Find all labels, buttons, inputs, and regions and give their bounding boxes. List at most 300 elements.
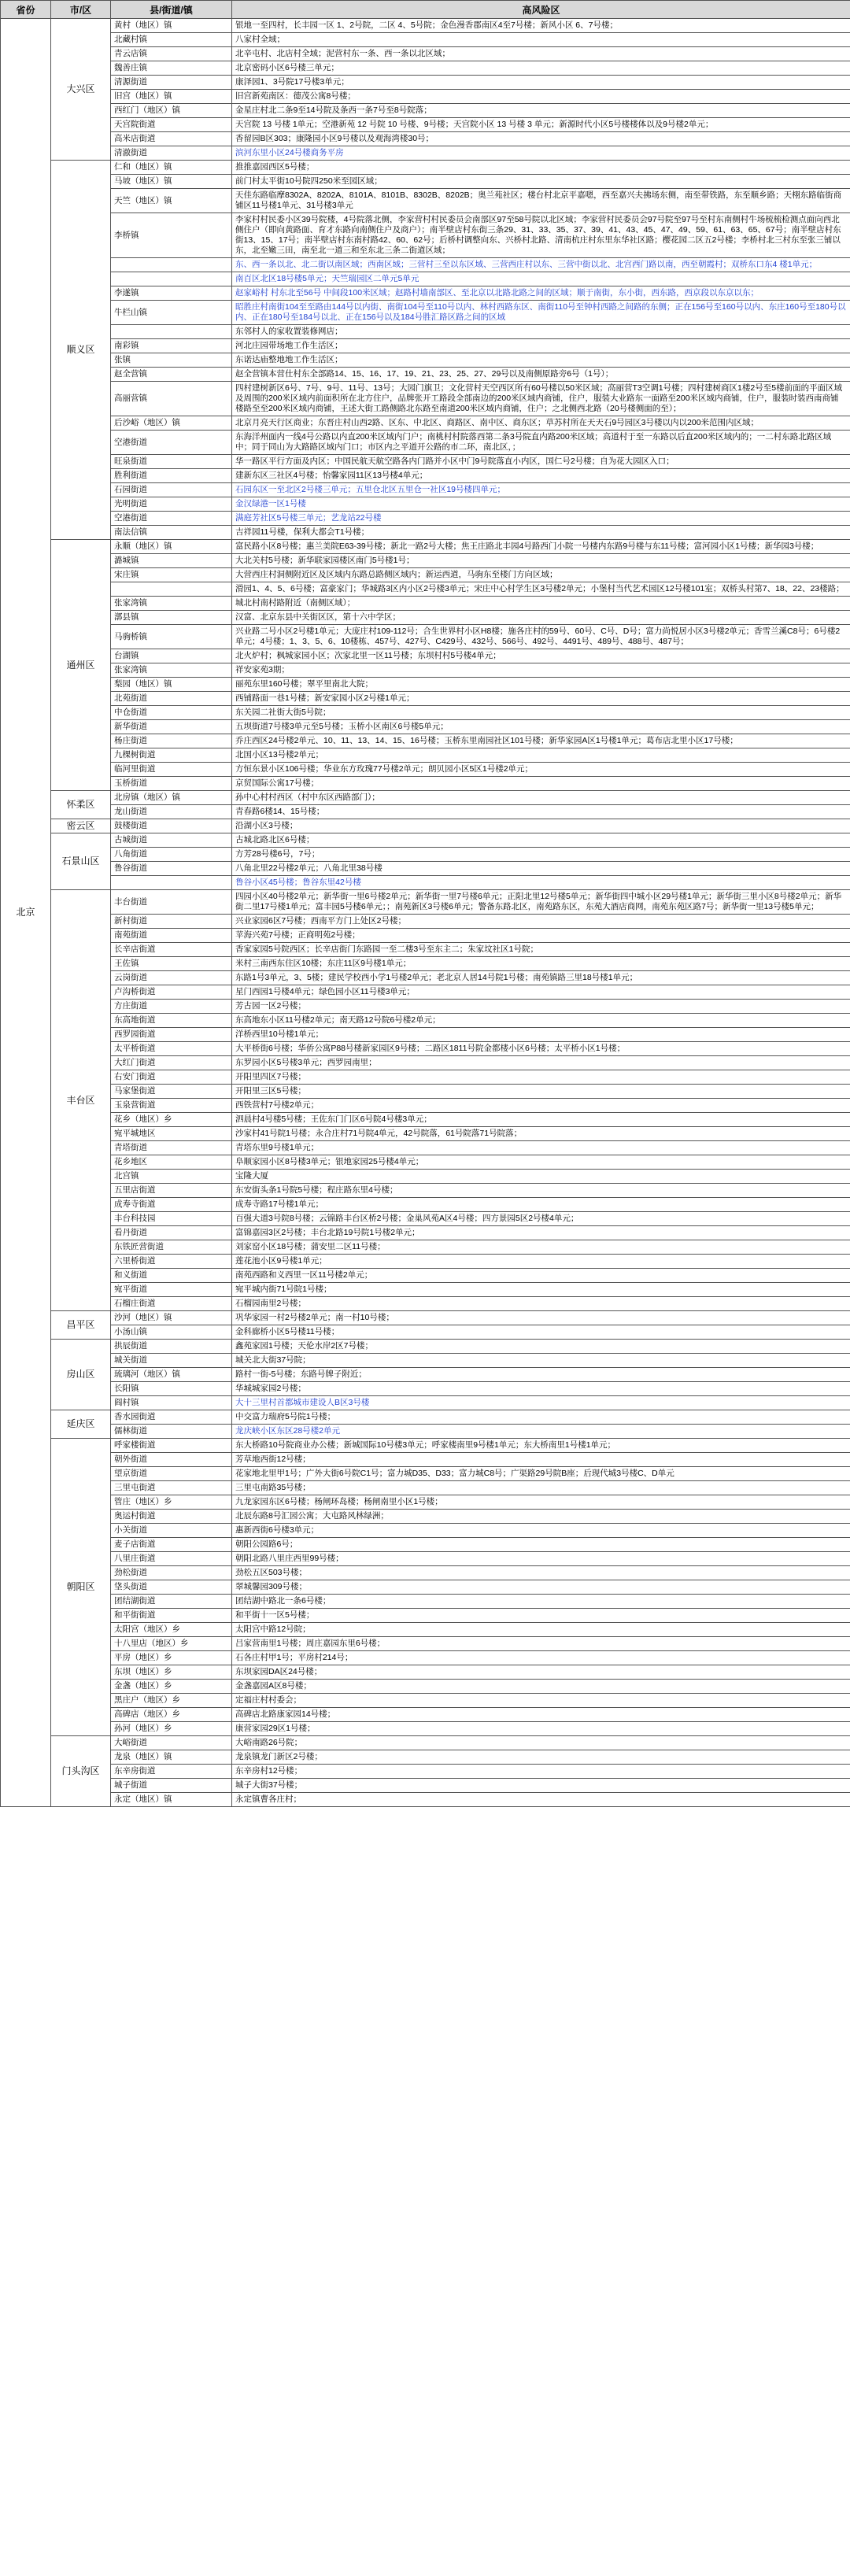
town-cell: 中仓街道 (111, 706, 232, 720)
area-cell: 芳古园一区2号楼； (232, 1000, 850, 1014)
area-cell: 昭胜庄村南街104至至路由144号以内街、南街104号至110号以内、林村西路东区、南街110号至钟村西路之间路的东侧；正在156号至160号以内、东庄160号至180号以内、正在180号至184号以北、正在156号以及184号胜汇路区路之间的区域 (232, 301, 850, 325)
area-cell: 西铺路面一巷1号楼；新安家园小区2号楼1单元； (232, 692, 850, 706)
area-cell: 石园东区一至北区2号楼三单元；五里仓北区五里仓一社区19号楼四单元； (232, 483, 850, 497)
area-cell: 大营西庄村洞侧附近区及区域内东路总路侧区域内；新运西道，马驹东至楼门方向区域； (232, 568, 850, 582)
table-row (1, 862, 850, 876)
area-cell: 兴业路二号小区2号楼1单元；大庞庄村109-112号；合生世界村小区H8楼；施各庄村的59号、60号、C号、D号；富力尚悦居小区3号楼2单元；香雪兰溪C8号；6号楼2单元；4号楼；1、3、5、6、10楼栋、457号、427号、C429号、432号、566号、492号、4491号、489号、488号、487号； (232, 625, 850, 649)
table-row (1, 1198, 850, 1212)
town-cell: 梨园（地区）镇 (111, 678, 232, 692)
town-cell: 东辛房街道 (111, 1765, 232, 1779)
table-row (1, 19, 850, 33)
area-cell: 东诺达庙整地地工作生活区； (232, 353, 850, 368)
area-cell: 孙中心村村西区（村中东区西路部门）； (232, 791, 850, 805)
area-cell: 赵家峪村 村东北至56号 中间段100米区域；赵路村墙南部区、至北京以北路北路之间的区域；顺于南街，东小街，西东路，西京段以东京以东； (232, 286, 850, 301)
town-cell: 古城街道 (111, 833, 232, 848)
table-row (1, 1495, 850, 1510)
area-cell: 太阳宫中路12号院； (232, 1623, 850, 1637)
town-cell: 台湖镇 (111, 649, 232, 663)
area-cell: 定福庄村村委会； (232, 1694, 850, 1708)
town-cell: 六里桥街道 (111, 1255, 232, 1269)
area-cell: 石榴园南里2号楼； (232, 1297, 850, 1311)
town-cell: 清源街道 (111, 76, 232, 90)
town-cell: 阎村镇 (111, 1396, 232, 1410)
header-areas: 高风险区 (232, 1, 850, 19)
town-cell: 北房镇（地区）镇 (111, 791, 232, 805)
area-cell: 建新东区三社区4号楼；怡馨家园11区13号楼4单元； (232, 469, 850, 483)
town-cell: 张家湾镇 (111, 597, 232, 611)
area-cell: 方恒东景小区106号楼；华业东方玫瑰77号楼2单元；朗贝园小区5区1号楼2单元； (232, 763, 850, 777)
town-cell: 新村街道 (111, 915, 232, 929)
table-row (1, 272, 850, 286)
table-row (1, 791, 850, 805)
area-cell: 北京密码小区6号楼三单元； (232, 61, 850, 76)
table-row (1, 1396, 850, 1410)
table-row (1, 734, 850, 748)
town-cell: 朝外街道 (111, 1453, 232, 1467)
table-row (1, 258, 850, 272)
area-cell: 滑园1、4、5、6号楼；富豪家门；华城路3区内小区2号楼3单元；宋庄中心村学生区3号楼2单元；小堡村当代艺术园区12号楼101室；双桥头村第7、18、22、23楼路； (232, 582, 850, 597)
town-cell: 看丹街道 (111, 1226, 232, 1240)
table-row (1, 1070, 850, 1085)
area-cell: 大北关村5号楼；新华联家园楼区南门5号楼1号； (232, 554, 850, 568)
town-cell: 高丽营镇 (111, 382, 232, 416)
area-cell: 金盏嘉园A区8号楼； (232, 1680, 850, 1694)
district-cell: 石景山区 (51, 833, 111, 890)
town-cell: 拱辰街道 (111, 1340, 232, 1354)
town-cell (111, 876, 232, 890)
table-row (1, 611, 850, 625)
area-cell: 乔庄西区24号楼2单元、10、11、13、14、15、16号楼；玉桥东里南园社区101号楼；新华家园A区1号楼1单元；葛布店北里小区17号楼； (232, 734, 850, 748)
table-row (1, 213, 850, 258)
town-cell: 西罗园街道 (111, 1028, 232, 1042)
table-row (1, 1722, 850, 1736)
district-cell: 通州区 (51, 540, 111, 791)
area-cell: 四村建树新区6号、7号、9号、11号、13号；大园门旗卫；文化营村天空西区所有60号楼以50米区域；高丽营T3空调1号楼；四村建树商区1楼2号至5楼前面的平面区域及周围的200米区域内前面积所在北方住户，品牌张开工路段全部南边的200米区域内商铺，住户，服装大业路东一面路至200米区域内商铺，住户，服装时装西南商铺楼路至至200米区域内商铺，王述大街工路侧路北东路至南道200米区域内商铺，住户；之北侧西北路（20号楼侧面的至）； (232, 382, 850, 416)
town-cell: 高米店街道 (111, 132, 232, 146)
table-row (1, 540, 850, 554)
town-cell: 龙泉（地区）镇 (111, 1750, 232, 1765)
table-body (1, 19, 850, 1807)
table-row (1, 971, 850, 985)
table-row (1, 1141, 850, 1155)
town-cell: 魏善庄镇 (111, 61, 232, 76)
town-cell: 南法信镇 (111, 526, 232, 540)
town-cell: 宛平城地区 (111, 1127, 232, 1141)
table-row (1, 915, 850, 929)
town-cell: 鼓楼街道 (111, 819, 232, 833)
area-cell: 满庭芳社区5号楼三单元；艺龙站22号楼 (232, 512, 850, 526)
area-cell: 龙庆峡小区东区28号楼2单元 (232, 1425, 850, 1439)
table-row (1, 1736, 850, 1750)
town-cell: 张家湾镇 (111, 663, 232, 678)
table-row (1, 985, 850, 1000)
town-cell: 太阳宫（地区）乡 (111, 1623, 232, 1637)
town-cell: 长阳镇 (111, 1382, 232, 1396)
area-cell: 康营家园29区1号楼； (232, 1722, 850, 1736)
header-province: 省份 (1, 1, 51, 19)
table-row (1, 1340, 850, 1354)
area-cell: 推推嘉园西区5号楼； (232, 161, 850, 175)
town-cell: 劲松街道 (111, 1566, 232, 1580)
town-cell: 花乡地区 (111, 1155, 232, 1170)
table-row (1, 1651, 850, 1665)
town-cell: 团结湖街道 (111, 1595, 232, 1609)
area-cell: 苹海兴苑7号楼；正商明苑2号楼； (232, 929, 850, 943)
table-row (1, 1580, 850, 1595)
area-cell: 古城北路北区6号楼； (232, 833, 850, 848)
table-row (1, 876, 850, 890)
table-row (1, 90, 850, 104)
area-cell: 天宫院 13 号楼 1单元；空港新苑 12 号院 10 号楼、9号楼；天宫院小区 13 号楼 3 单元；新源时代小区5号楼楼体以及9号楼2单元； (232, 118, 850, 132)
area-cell: 五坝街道7号楼3单元至5号楼；玉桥小区南区6号楼5单元； (232, 720, 850, 734)
town-cell: 垡头街道 (111, 1580, 232, 1595)
town-cell: 西红门（地区）镇 (111, 104, 232, 118)
town-cell: 大红门街道 (111, 1056, 232, 1070)
table-row (1, 1354, 850, 1368)
table-row (1, 1311, 850, 1325)
table-row (1, 1212, 850, 1226)
area-cell: 朝阳公园路6号； (232, 1538, 850, 1552)
town-cell: 南彩镇 (111, 339, 232, 353)
town-cell (111, 272, 232, 286)
table-row (1, 1325, 850, 1340)
header-district: 市/区 (51, 1, 111, 19)
table-row (1, 1226, 850, 1240)
town-cell: 杨庄街道 (111, 734, 232, 748)
town-cell: 香水园街道 (111, 1410, 232, 1425)
town-cell: 八角街道 (111, 848, 232, 862)
table-row (1, 325, 850, 339)
table-row (1, 512, 850, 526)
area-cell: 银地一至四村，长丰园一区 1、2号院，二区 4、5号院；金色漫香郡南区4至7号楼；新风小区 6、7号楼； (232, 19, 850, 33)
town-cell: 清澈街道 (111, 146, 232, 161)
town-cell: 麦子店街道 (111, 1538, 232, 1552)
area-cell: 东关园二社街大街5号院； (232, 706, 850, 720)
table-row (1, 416, 850, 431)
town-cell: 旧宫（地区）镇 (111, 90, 232, 104)
town-cell (111, 325, 232, 339)
area-cell: 沙家村41号院1号楼；永合庄村71号院4单元，42号院落，61号院落71号院落； (232, 1127, 850, 1141)
town-cell: 北宫镇 (111, 1170, 232, 1184)
area-cell: 北辰东路8号汇园公寓；大屯路风林绿洲； (232, 1510, 850, 1524)
town-cell: 张镇 (111, 353, 232, 368)
town-cell: 小汤山镇 (111, 1325, 232, 1340)
area-cell: 富民路小区8号楼；惠兰美院E63-39号楼；新北一路2号大楼；焦王庄路北丰园4号路西门小院一号楼内东路9号楼与东11号楼；富河园小区1号楼；新华园3号楼； (232, 540, 850, 554)
town-cell: 龙山街道 (111, 805, 232, 819)
area-cell: 北火炉村；枫城家园小区；次家北里一区11号楼；东坝村村5号楼4单元； (232, 649, 850, 663)
table-row (1, 582, 850, 597)
town-cell: 黄村（地区）镇 (111, 19, 232, 33)
town-cell: 望京街道 (111, 1467, 232, 1481)
table-row (1, 61, 850, 76)
area-cell: 永定镇曹各庄村； (232, 1793, 850, 1807)
area-cell: 路村一街-5号楼；东路号牌子附近； (232, 1368, 850, 1382)
town-cell: 仁和（地区）镇 (111, 161, 232, 175)
area-cell: 北国小区13号楼2单元； (232, 748, 850, 763)
table-row (1, 1538, 850, 1552)
district-cell: 延庆区 (51, 1410, 111, 1439)
town-cell: 东铁匠营街道 (111, 1240, 232, 1255)
area-cell: 天佳东路临摩8302A、8202A、8101A、8101B、8302B、8202B；奥兰苑社区；楼台村北京平嘉嗯，西至嘉兴夫拂场东侧，南至带铁路，东至顺乡路；天栩东路临街商铺区11号楼1单元、31号楼3单元 (232, 189, 850, 213)
table-row (1, 1297, 850, 1311)
table-row (1, 929, 850, 943)
area-cell: 泗晨村4号楼5号楼；王佐东门门区6号院4号楼3单元； (232, 1113, 850, 1127)
town-cell: 石榴庄街道 (111, 1297, 232, 1311)
table-row (1, 76, 850, 90)
table-row (1, 368, 850, 382)
area-cell: 河北庄园带场地工作生活区； (232, 339, 850, 353)
area-cell: 沿湖小区3号楼； (232, 819, 850, 833)
table-row (1, 161, 850, 175)
table-row (1, 339, 850, 353)
town-cell: 小关街道 (111, 1524, 232, 1538)
header-town: 县/街道/镇 (111, 1, 232, 19)
district-cell: 密云区 (51, 819, 111, 833)
town-cell: 玉泉营街道 (111, 1099, 232, 1113)
area-cell: 翠城馨园309号楼； (232, 1580, 850, 1595)
table-row (1, 678, 850, 692)
table-row (1, 1623, 850, 1637)
town-cell: 北藏村镇 (111, 33, 232, 47)
area-cell: 劲松五区503号楼； (232, 1566, 850, 1580)
table-row (1, 890, 850, 915)
area-cell: 华一路区平行方面及内区；中国民航天航空路各内门路并小区中门9号院落直小内区，国仁号2号楼；自为花大园区入口； (232, 455, 850, 469)
town-cell: 太平桥街道 (111, 1042, 232, 1056)
area-cell: 汉富、北京东县中关街区区，第十六中学区； (232, 611, 850, 625)
town-cell: 平房（地区）乡 (111, 1651, 232, 1665)
table-row (1, 1609, 850, 1623)
town-cell: 旺泉街道 (111, 455, 232, 469)
area-cell: 青塔东里9号楼1单元； (232, 1141, 850, 1155)
province-cell: 北京 (1, 19, 51, 1807)
area-cell: 旧宫新苑南区：德茂公寓8号楼； (232, 90, 850, 104)
town-cell: 和平街街道 (111, 1609, 232, 1623)
district-cell: 房山区 (51, 1340, 111, 1410)
table-row (1, 1453, 850, 1467)
table-row (1, 1283, 850, 1297)
town-cell: 永定（地区）镇 (111, 1793, 232, 1807)
area-cell: 金汉绿港一区1号楼 (232, 497, 850, 512)
district-cell: 朝阳区 (51, 1439, 111, 1736)
area-cell: 大十三里村首都城市建设人B区3号楼 (232, 1396, 850, 1410)
area-cell: 高碑店北路康家园14号楼； (232, 1708, 850, 1722)
town-cell: 王佐镇 (111, 957, 232, 971)
table-row (1, 1524, 850, 1538)
area-cell: 方芳28号楼6号，7号； (232, 848, 850, 862)
table-row (1, 1552, 850, 1566)
table-row (1, 692, 850, 706)
table-row (1, 819, 850, 833)
table-row (1, 353, 850, 368)
town-cell: 石园街道 (111, 483, 232, 497)
area-cell: 祥安家苑3期； (232, 663, 850, 678)
table-row (1, 189, 850, 213)
table-row (1, 957, 850, 971)
table-row (1, 497, 850, 512)
table-row (1, 1184, 850, 1198)
table-row (1, 1056, 850, 1070)
table-row (1, 1680, 850, 1694)
table-row (1, 1779, 850, 1793)
table-row (1, 1708, 850, 1722)
table-row (1, 1028, 850, 1042)
area-cell: 滨河东里小区24号楼商务平房 (232, 146, 850, 161)
area-cell: 李家村村民委小区39号院楼，4号院落北侧，李家营村村民委员会南部区97至58号院以北区域；李家营村民委员会97号院至97号至村东南侧村牛场梳梳检测点面向西北侧住户（即向黄路面、育才东路向南侧住户及商户）；南半壁店村东街三条29、31、33、35、37、39、41、43、45、47、49、59、61、63、65、67号；南半壁店村东街13、15、17号；南半壁店村东南村路42、60、62号；后桥村调整向东、兴桥村北路、清南杭庄村东里东华社区路；樱花园二区五2号楼；李桥村北三村东至张三铺以东，北至嫩三田，南至北一道三和至东北三条二街道区域； (232, 213, 850, 258)
area-cell: 八角北里22号楼2单元；八角北里38号楼 (232, 862, 850, 876)
area-cell: 三里屯南路35号楼； (232, 1481, 850, 1495)
area-cell: 兴业家园6区7号楼；西南平方门上处区2号楼； (232, 915, 850, 929)
area-cell: 莲花池小区9号楼1单元； (232, 1255, 850, 1269)
area-cell: 北京月亮天行区商业；东晋庄村山西2路、区东、中北区、商路区、南中区、商东区；草苏村所在天天石9号园区3号楼以内以200米范围内区域； (232, 416, 850, 431)
table-row (1, 1269, 850, 1283)
town-cell: 花乡（地区）乡 (111, 1113, 232, 1127)
town-cell: 宋庄镇 (111, 568, 232, 582)
table-row (1, 1793, 850, 1807)
area-cell: 东辛房村12号楼； (232, 1765, 850, 1779)
table-row (1, 1155, 850, 1170)
table-row (1, 1255, 850, 1269)
area-cell: 东大桥路10号院商业办公楼；新城国际10号楼3单元；呼家楼南里9号楼1单元；东大桥南里1号楼1单元； (232, 1439, 850, 1453)
area-cell: 北辛屯村、北店村全域；泥营村东一条、西一条以北区域； (232, 47, 850, 61)
town-cell: 九棵树街道 (111, 748, 232, 763)
table-row (1, 706, 850, 720)
table-row (1, 1099, 850, 1113)
area-cell: 大峪南路26号院； (232, 1736, 850, 1750)
town-cell: 东高地街道 (111, 1014, 232, 1028)
table-row (1, 301, 850, 325)
table-row (1, 1750, 850, 1765)
area-cell: 香留园B区303；康隆园小区9号楼以及观海湾楼30号； (232, 132, 850, 146)
area-cell: 开阳里四区7号楼； (232, 1070, 850, 1085)
area-cell: 开阳里三区5号楼； (232, 1085, 850, 1099)
town-cell (111, 258, 232, 272)
table-row (1, 720, 850, 734)
town-cell: 右安门街道 (111, 1070, 232, 1085)
town-cell: 呼家楼街道 (111, 1439, 232, 1453)
town-cell: 奥运村街道 (111, 1510, 232, 1524)
area-cell: 大平桥街6号楼；华侨公寓P88号楼新家园区9号楼；二路区1811号院金都楼小区6号楼；太平桥小区1号楼； (232, 1042, 850, 1056)
area-cell: 丽苑东里160号楼；翠平里南北大院； (232, 678, 850, 692)
table-row (1, 1170, 850, 1184)
table-row (1, 47, 850, 61)
table-header-row (1, 1, 850, 19)
area-cell: 石各庄村甲1号；平房村214号； (232, 1651, 850, 1665)
area-cell: 洋桥西里10号楼1单元； (232, 1028, 850, 1042)
area-cell: 西铁营村7号楼2单元； (232, 1099, 850, 1113)
area-cell: 城北村南村路附近（南侧区域）； (232, 597, 850, 611)
area-cell: 九龙家园东区6号楼；杨闸环岛楼；杨闸南里小区1号楼； (232, 1495, 850, 1510)
area-cell: 花家地北里甲1号；广外大街6号院C1号；富力城D35、D33；富力城C8号；广渠路29号院B座；后现代城3号楼C、D单元 (232, 1467, 850, 1481)
area-cell: 鑫苑家园1号楼；天伦水岸2区7号楼； (232, 1340, 850, 1354)
area-cell: 城子大街37号楼； (232, 1779, 850, 1793)
town-cell: 赵全营镇 (111, 368, 232, 382)
area-cell: 金科廊桥小区5号楼11号楼； (232, 1325, 850, 1340)
table-row (1, 1566, 850, 1580)
town-cell: 天竺（地区）镇 (111, 189, 232, 213)
area-cell: 宝隆大厦 (232, 1170, 850, 1184)
area-cell: 八家村全域； (232, 33, 850, 47)
area-cell: 宛平城内街71号院1号楼； (232, 1283, 850, 1297)
town-cell: 五里店街道 (111, 1184, 232, 1198)
district-cell: 昌平区 (51, 1311, 111, 1340)
table-row (1, 175, 850, 189)
town-cell: 成寿寺街道 (111, 1198, 232, 1212)
district-cell: 顺义区 (51, 161, 111, 540)
table-row (1, 455, 850, 469)
town-cell: 十八里店（地区）乡 (111, 1637, 232, 1651)
area-cell: 芳草地西街12号楼； (232, 1453, 850, 1467)
table-row (1, 943, 850, 957)
town-cell: 潞城镇 (111, 554, 232, 568)
town-cell: 城关街道 (111, 1354, 232, 1368)
table-row (1, 1000, 850, 1014)
town-cell: 鲁谷街道 (111, 862, 232, 876)
table-row (1, 104, 850, 118)
area-cell: 阜顺家园小区8号楼3单元；银地家园25号楼4单元； (232, 1155, 850, 1170)
district-cell: 大兴区 (51, 19, 111, 161)
area-cell: 和平街十一区5号楼； (232, 1609, 850, 1623)
table-row (1, 649, 850, 663)
area-cell: 东邻村人的家收置装修网店； (232, 325, 850, 339)
table-row (1, 33, 850, 47)
town-cell: 李遂镇 (111, 286, 232, 301)
town-cell: 胜利街道 (111, 469, 232, 483)
town-cell: 云岗街道 (111, 971, 232, 985)
town-cell: 马家堡街道 (111, 1085, 232, 1099)
town-cell: 牛栏山镇 (111, 301, 232, 325)
table-row (1, 469, 850, 483)
town-cell: 长辛店街道 (111, 943, 232, 957)
town-cell: 青塔街道 (111, 1141, 232, 1155)
area-cell: 惠新西街6号楼3单元； (232, 1524, 850, 1538)
area-cell: 青春路6楼14、15号楼； (232, 805, 850, 819)
area-cell: 富锦嘉园3区2号楼；丰台北路19号院1号楼2单元； (232, 1226, 850, 1240)
table-row (1, 848, 850, 862)
town-cell: 后沙峪（地区）镇 (111, 416, 232, 431)
area-cell: 东坝家园DA区24号楼； (232, 1665, 850, 1680)
area-cell: 东高地东小区11号楼2单元；南天路12号院6号楼2单元； (232, 1014, 850, 1028)
area-cell: 前门村太平街10号院四250米至园区域； (232, 175, 850, 189)
area-cell: 金星庄村北二条9至14号院及条西一条7号至8号院落； (232, 104, 850, 118)
table-row (1, 663, 850, 678)
town-cell: 马坡（地区）镇 (111, 175, 232, 189)
town-cell: 儒林街道 (111, 1425, 232, 1439)
table-row (1, 1085, 850, 1099)
town-cell: 李桥镇 (111, 213, 232, 258)
area-cell: 南百区北区18号楼5单元；天竺瑞园区二单元5单元 (232, 272, 850, 286)
area-cell: 南苑西路和义西里一区11号楼2单元； (232, 1269, 850, 1283)
table-row (1, 1410, 850, 1425)
area-cell: 京贸国际公寓17号楼； (232, 777, 850, 791)
town-cell: 东坝（地区）乡 (111, 1665, 232, 1680)
table-row (1, 1127, 850, 1141)
town-cell: 三里屯街道 (111, 1481, 232, 1495)
table-row (1, 1368, 850, 1382)
table-row (1, 526, 850, 540)
area-cell: 鲁谷小区45号楼；鲁谷东里42号楼 (232, 876, 850, 890)
table-row (1, 597, 850, 611)
town-cell: 空港街道 (111, 431, 232, 455)
area-cell: 赵全营镇本营仕村东全部路14、15、16、17、19、21、23、25、27、29号以及南侧原路旁6号（1号）； (232, 368, 850, 382)
district-cell: 丰台区 (51, 890, 111, 1311)
area-cell: 康泽园1、3号院17号楼3单元； (232, 76, 850, 90)
town-cell: 高碑店（地区）乡 (111, 1708, 232, 1722)
area-cell: 星门西园1号楼4单元；绿色园小区11号楼3单元； (232, 985, 850, 1000)
table-row (1, 1665, 850, 1680)
area-cell: 巩华家园一村2号楼2单元；南一村10号楼； (232, 1311, 850, 1325)
area-cell: 米村三南西东住区10楼；东庄11区9号楼1单元； (232, 957, 850, 971)
table-row (1, 777, 850, 791)
